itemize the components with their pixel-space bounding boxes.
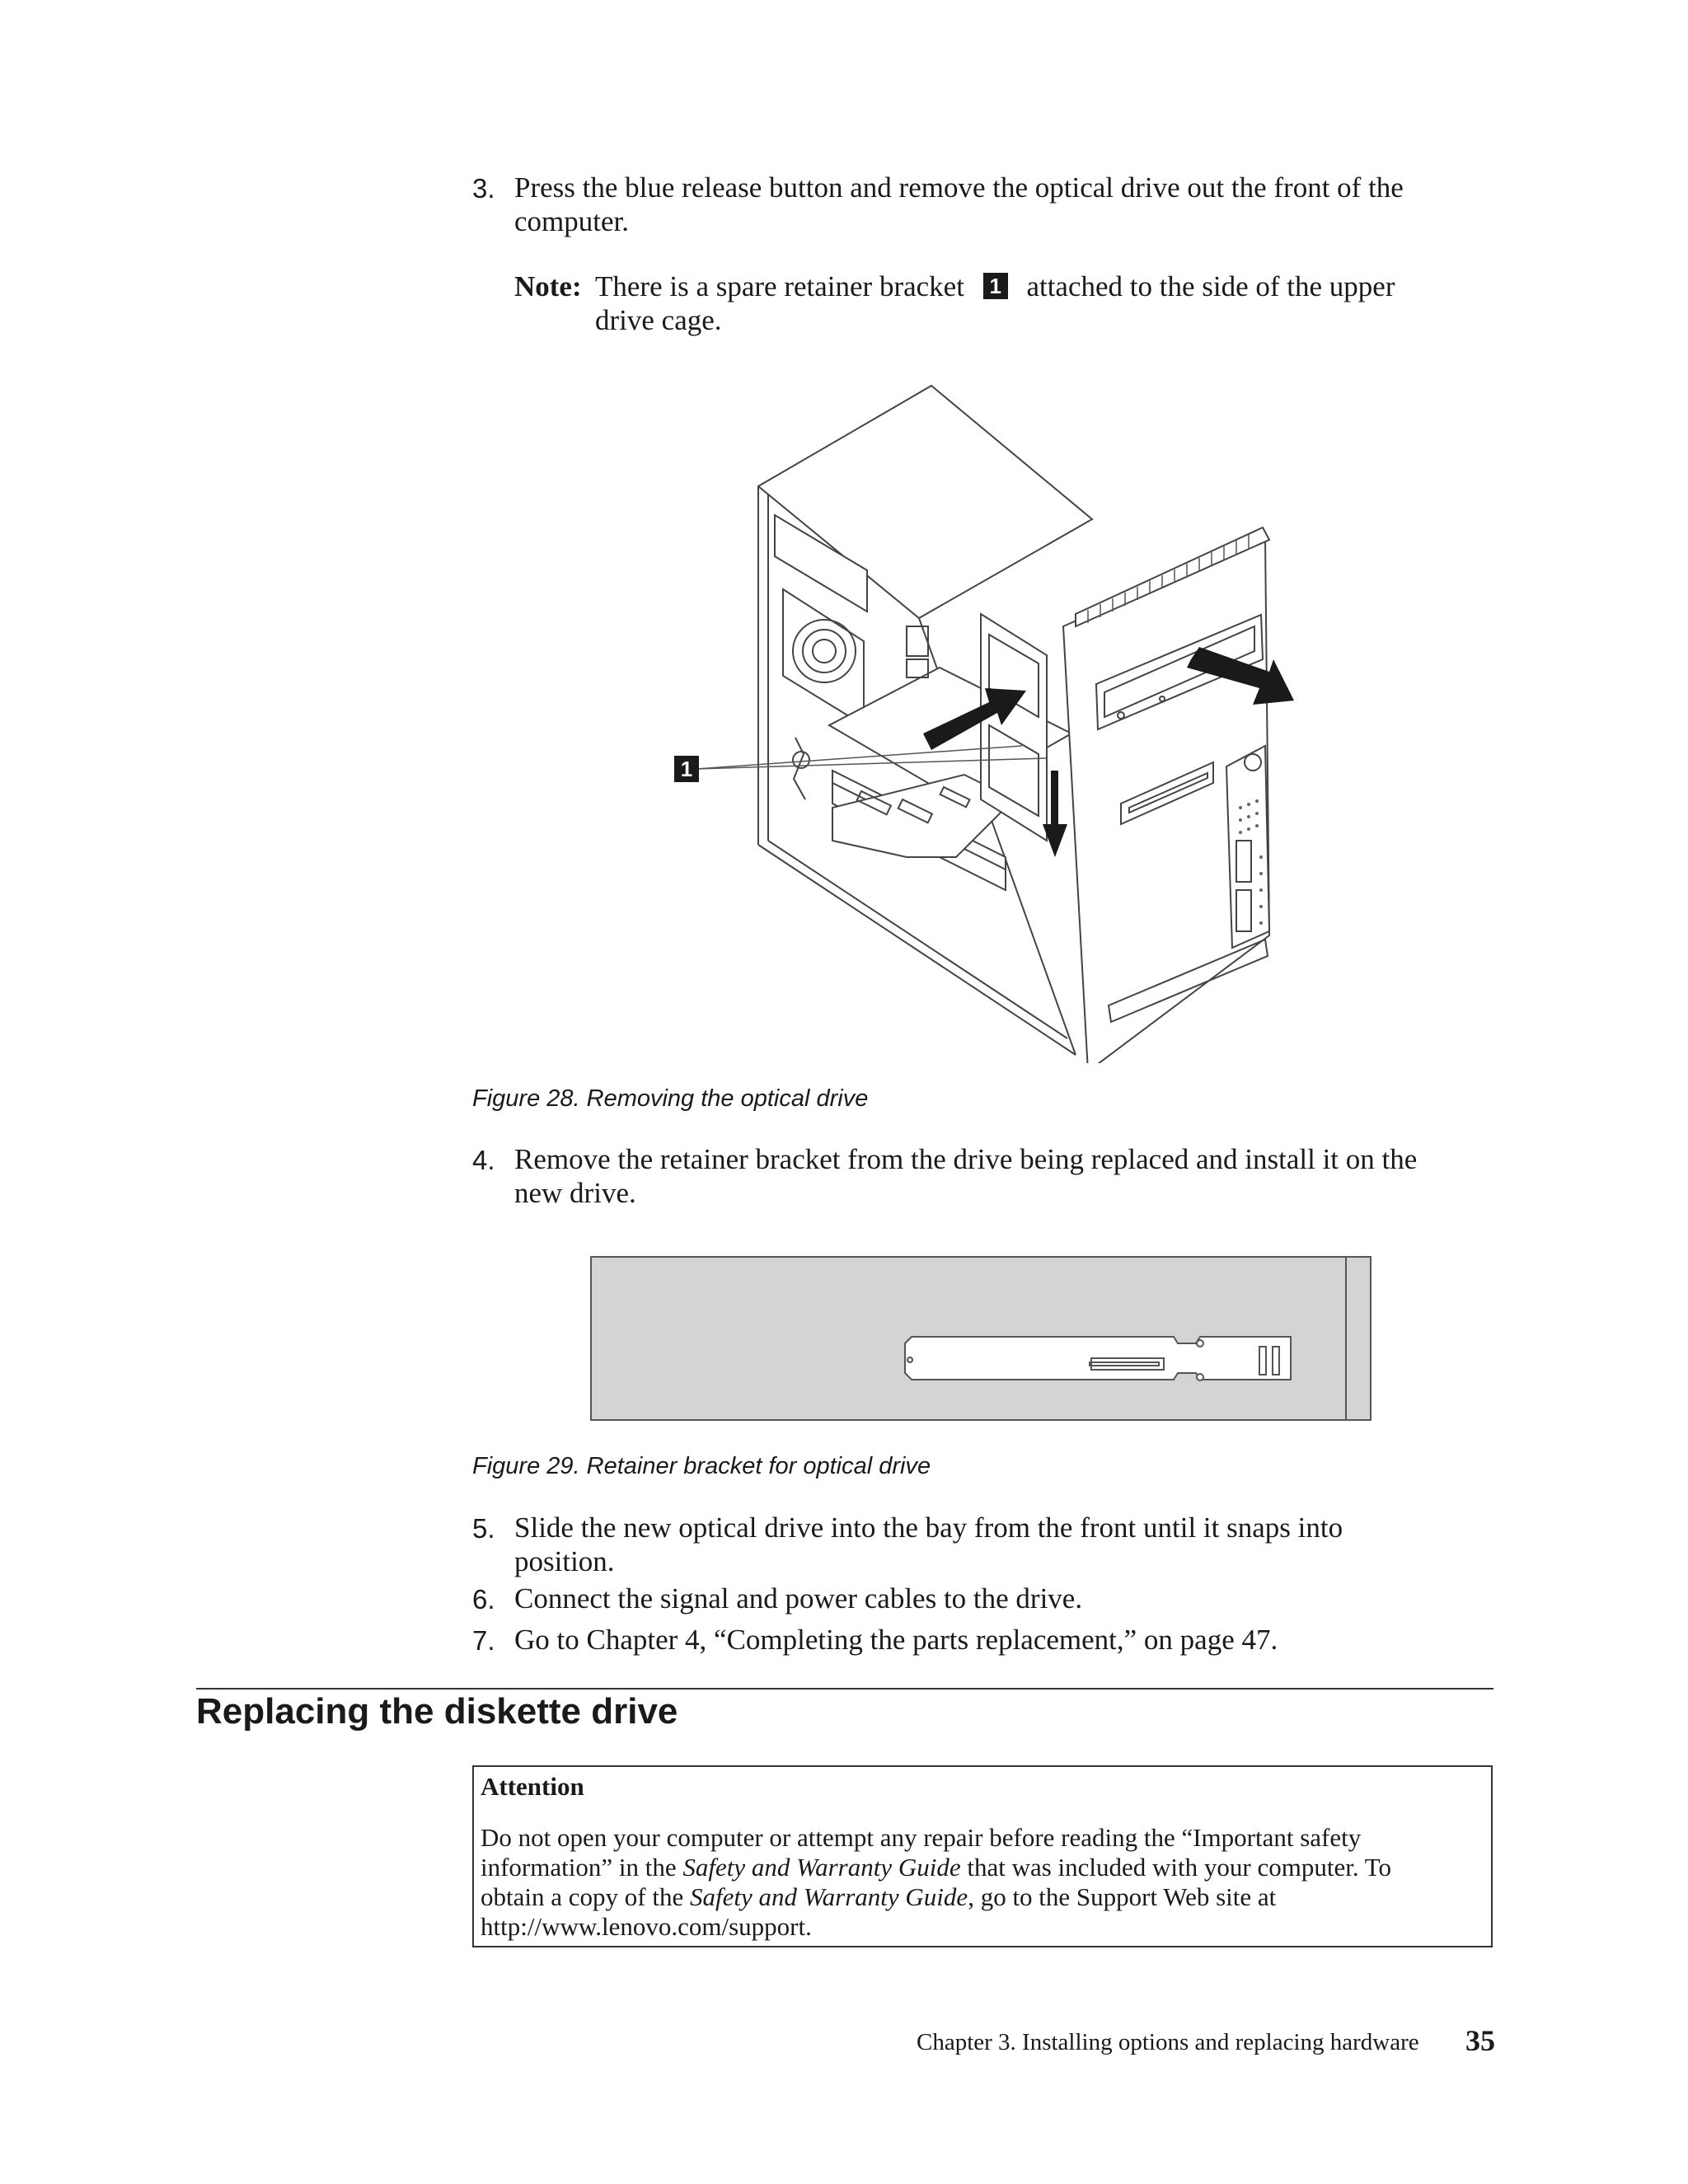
step-7-text: Go to Chapter 4, “Completing the parts replacement,” on page 47. <box>514 1624 1278 1656</box>
step-4-text <box>514 1142 1500 1210</box>
note-line2: drive cage. <box>595 304 722 336</box>
attention-line3-italic: Safety and Warranty Guide <box>689 1882 968 1911</box>
computer-chassis-illustration <box>659 379 1319 1063</box>
attention-box <box>472 1765 1493 1947</box>
figure-28-caption: Figure 28. Removing the optical drive <box>472 1085 869 1112</box>
note-block <box>514 269 1503 336</box>
step-6-number: 6. <box>472 1584 495 1615</box>
step-5-line2: position. <box>514 1545 615 1577</box>
note-label: Note: <box>514 270 582 302</box>
attention-line2 <box>481 1853 1486 1882</box>
attention-body <box>481 1823 1486 1942</box>
step-4-line1: Remove the retainer bracket from the drive being replaced and install it on the <box>514 1143 1418 1175</box>
step-5-line1: Slide the new optical drive into the bay from the front until it snaps into <box>514 1511 1343 1544</box>
step-5-number: 5. <box>472 1513 495 1544</box>
step-3-number: 3. <box>472 173 495 204</box>
callout-1-badge: 1 <box>983 273 1008 299</box>
attention-line2-b: that was included with your computer. To <box>960 1853 1392 1882</box>
page-number: 35 <box>1465 2024 1495 2057</box>
section-divider <box>196 1688 1493 1690</box>
step-3-text <box>514 171 1500 238</box>
attention-line3-b: , go to the Support Web site at <box>968 1882 1277 1911</box>
step-4-number: 4. <box>472 1145 495 1175</box>
attention-line3 <box>481 1882 1486 1912</box>
step-7-number: 7. <box>472 1625 495 1656</box>
attention-line1: Do not open your computer or attempt any repair before reading the “Important safety <box>481 1823 1362 1852</box>
callout-1-marker: 1 <box>674 756 699 782</box>
section-heading: Replacing the diskette drive <box>196 1691 678 1732</box>
note-text-before: There is a spare retainer bracket <box>595 270 964 302</box>
attention-line4: http://www.lenovo.com/support. <box>481 1912 812 1941</box>
step-5-text <box>514 1511 1500 1578</box>
step-3-line1: Press the blue release button and remove the optical drive out the front of the <box>514 171 1404 204</box>
retainer-bracket-illustration <box>590 1256 1373 1422</box>
attention-line2-a: information” in the <box>481 1853 683 1882</box>
step-4-line2: new drive. <box>514 1177 636 1209</box>
attention-line2-italic: Safety and Warranty Guide <box>682 1853 961 1882</box>
attention-title: Attention <box>481 1772 584 1801</box>
note-text-after: attached to the side of the upper <box>1026 270 1395 302</box>
footer-chapter: Chapter 3. Installing options and replacing hardware <box>917 2029 1419 2055</box>
figure-29-caption: Figure 29. Retainer bracket for optical drive <box>472 1453 931 1479</box>
attention-line3-a: obtain a copy of the <box>481 1882 690 1911</box>
step-3-line2: computer. <box>514 205 629 237</box>
figure-28-callout <box>674 756 699 783</box>
step-6-text: Connect the signal and power cables to the drive. <box>514 1582 1083 1615</box>
